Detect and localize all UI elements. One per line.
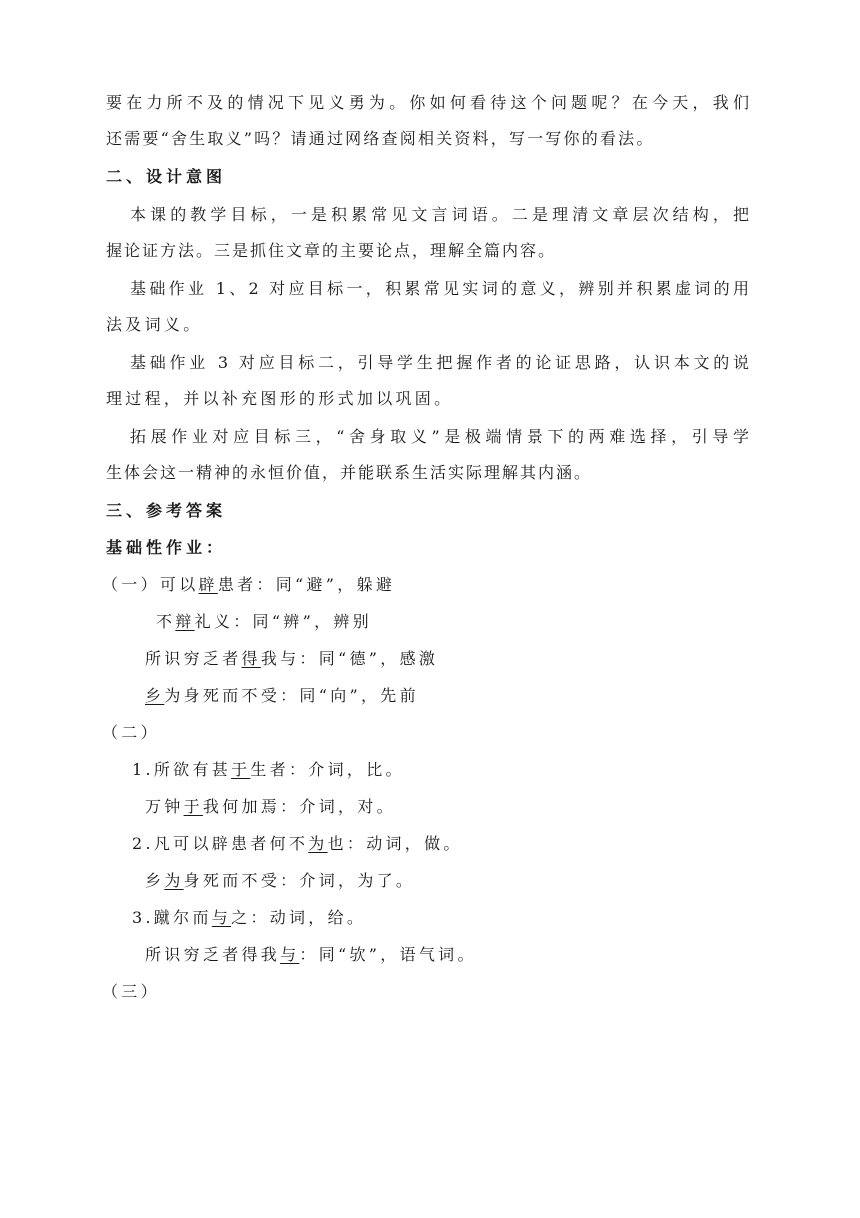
paragraph-line: 基础作业 1、2 对应目标一，积累常见实词的意义，辨别并积累虚词的用 [130, 279, 751, 298]
answer-line: 乡为身死而不受：同“向”，先前 [145, 686, 419, 705]
answer-line: 所识穷乏者得我与：同“德”，感激 [145, 649, 439, 668]
paragraph-line: 基础作业 3 对应目标二，引导学生把握作者的论证思路，认识本文的说 [130, 353, 751, 372]
paragraph-line: 还需要“舍生取义”吗？请通过网络查阅相关资料，写一写你的看法。 [106, 129, 655, 148]
paragraph-line: 要在力所不及的情况下见义勇为。你如何看待这个问题呢？在今天，我们 [106, 93, 751, 112]
answer-line: 所识穷乏者得我与：同“欤”，语气词。 [145, 945, 477, 964]
list-label: （三） [102, 982, 160, 1001]
list-label: （一） [102, 575, 160, 594]
underlined-word: 与 [280, 945, 300, 964]
answer-line: 不辩礼义：同“辨”，辨别 [156, 612, 372, 631]
paragraph-line: 握论证方法。三是抓住文章的主要论点，理解全篇内容。 [106, 241, 557, 260]
answer-line: 1.所欲有甚于生者：介词，比。 [132, 760, 405, 779]
underlined-word: 得 [241, 649, 261, 668]
answer-line: 3.蹴尔而与之：动词，给。 [132, 908, 367, 927]
answer-line: 2.凡可以辟患者何不为也：动词，做。 [132, 834, 463, 853]
paragraph-line: 生体会这一精神的永恒价值，并能联系生活实际理解其内涵。 [106, 463, 593, 482]
paragraph-line: 本课的教学目标，一是积累常见文言词语。二是理清文章层次结构，把 [130, 205, 751, 224]
underlined-word: 辩 [175, 612, 195, 631]
underlined-word: 辟 [198, 575, 218, 594]
underlined-word: 为 [164, 871, 184, 890]
underlined-word: 为 [308, 834, 328, 853]
underlined-word: 与 [211, 908, 232, 927]
answer-line: 万钟于我何加焉：介词，对。 [145, 797, 396, 816]
paragraph-line: 理过程，并以补充图形的形式加以巩固。 [106, 389, 454, 408]
section-heading: 三、参考答案 [106, 501, 227, 520]
underlined-word: 乡 [145, 686, 165, 705]
paragraph-line: 拓展作业对应目标三，“舍身取义”是极端情景下的两难选择，引导学 [130, 427, 751, 446]
underlined-word: 于 [183, 797, 203, 816]
answer-line: 乡为身死而不受：介词，为了。 [145, 871, 416, 890]
answer-line: （一）可以辟患者：同“避”，躲避 [102, 575, 396, 594]
underlined-word: 于 [231, 760, 251, 779]
list-label: （二） [102, 723, 160, 742]
section-heading: 二、设计意图 [106, 167, 227, 186]
subsection-heading: 基础性作业： [106, 538, 227, 557]
paragraph-line: 法及词义。 [106, 315, 203, 334]
